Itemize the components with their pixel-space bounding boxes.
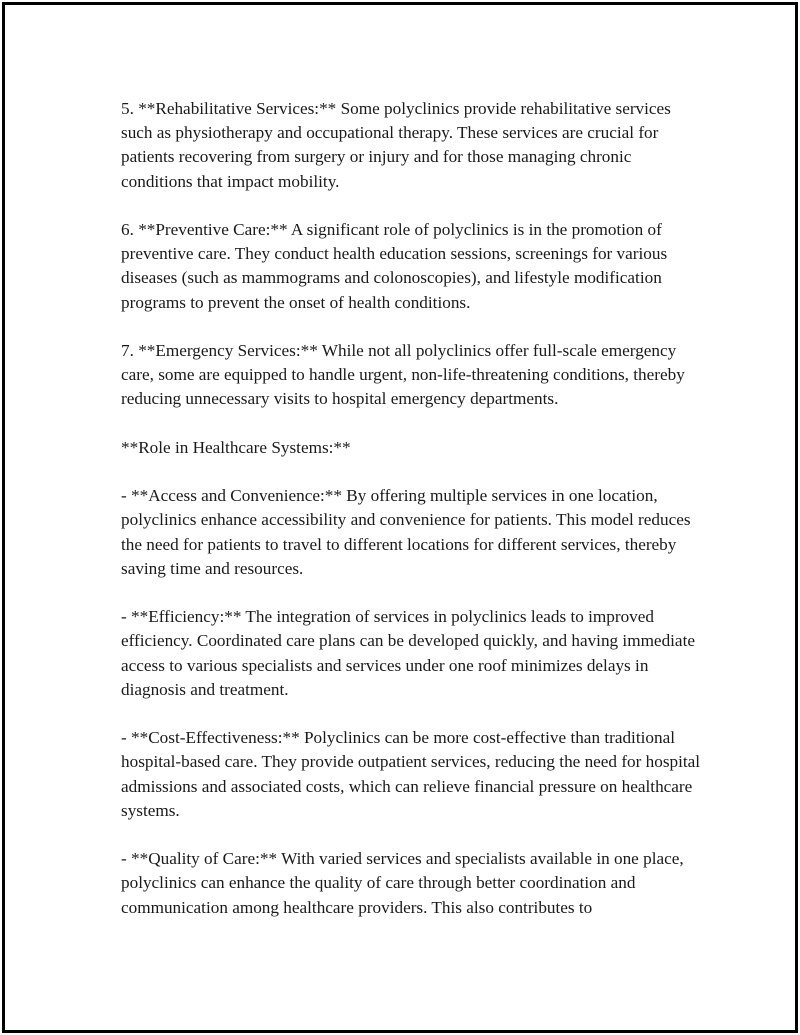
paragraph-emergency-services: 7. **Emergency Services:** While not all polyclinics offer full-scale emergency care, some are equipped to handle urgent, non-life-threatening conditions, thereby reducing unnecessary visits to hospital emergency departments. bbox=[121, 341, 685, 409]
document-body bbox=[121, 97, 701, 944]
paragraph-rehabilitative-services: 5. **Rehabilitative Services:** Some polyclinics provide rehabilitative services such as physiotherapy and occupational therapy. These services are crucial for patients recovering from surgery or injury and for those managing chronic conditions that impact mobility. bbox=[121, 99, 671, 191]
paragraph-quality-of-care: - **Quality of Care:** With varied services and specialists available in one place, polyclinics can enhance the quality of care through better coordination and communication among healthcare providers. This also contributes to bbox=[121, 849, 684, 917]
paragraph-access-convenience: - **Access and Convenience:** By offering multiple services in one location, polyclinics enhance accessibility and convenience for patients. This model reduces the need for patients to travel to different locations for different services, thereby saving time and resources. bbox=[121, 486, 691, 578]
paragraph-efficiency: - **Efficiency:** The integration of services in polyclinics leads to improved efficiency. Coordinated care plans can be developed quickly, and having immediate access to various specialists and services under one roof minimizes delays in diagnosis and treatment. bbox=[121, 607, 695, 699]
page-frame bbox=[2, 2, 798, 1033]
section-heading-role-in-healthcare: **Role in Healthcare Systems:** bbox=[121, 437, 351, 457]
paragraph-preventive-care: 6. **Preventive Care:** A significant role of polyclinics is in the promotion of preventive care. They conduct health education sessions, screenings for various diseases (such as mammograms and colonoscopies), and lifestyle modification programs to prevent the onset of health conditions. bbox=[121, 220, 668, 312]
paragraph-cost-effectiveness: - **Cost-Effectiveness:** Polyclinics can be more cost-effective than traditional hospital-based care. They provide outpatient services, reducing the need for hospital admissions and associated costs, which can relieve financial pressure on healthcare systems. bbox=[121, 728, 701, 820]
